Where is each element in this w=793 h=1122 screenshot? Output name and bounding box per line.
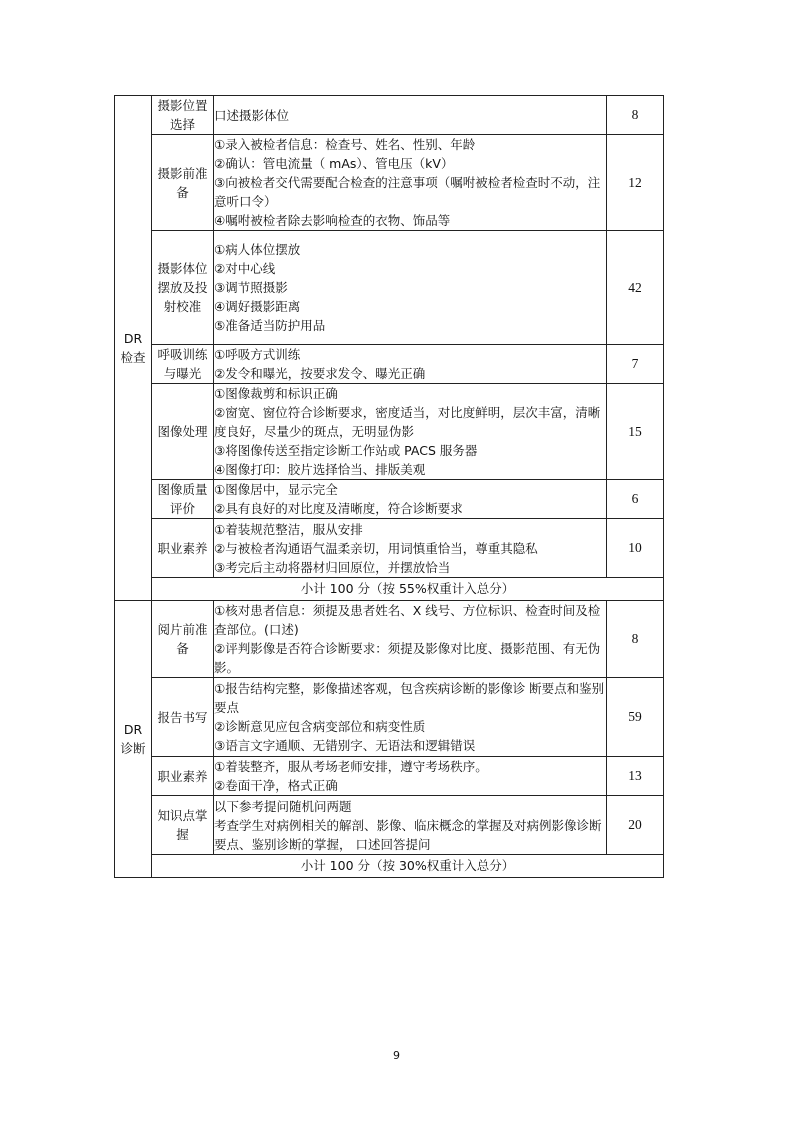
section-label — [115, 96, 152, 601]
item-name: 图像质量评价 — [152, 480, 214, 519]
criteria-line: ③将图像传送至指定诊断工作站或 PACS 服务器 — [214, 443, 478, 458]
criteria-line: ②卷面干净，格式正确 — [214, 778, 338, 793]
criteria-line: ①着装规范整洁，服从安排 — [214, 521, 363, 537]
criteria-line: ①核对患者信息：须提及患者姓名、X 线号、方位标识、检查时间及检查部位。(口述) — [214, 603, 601, 637]
table-row — [115, 384, 664, 480]
criteria-line: 考查学生对病例相关的解剖、影像、临床概念的掌握及对病例影像诊断要点、鉴别诊断的掌握， 口述回答提问 — [214, 817, 602, 852]
item-name: 摄影位置选择 — [152, 96, 214, 135]
item-points: 10 — [607, 519, 664, 578]
item-criteria — [214, 345, 607, 384]
table-row — [115, 480, 664, 519]
table-row — [115, 135, 664, 231]
item-criteria — [214, 135, 607, 231]
criteria-line: ②对中心线 — [214, 261, 276, 276]
item-points: 8 — [607, 601, 664, 678]
criteria-line: ①着装整齐，服从考场老师安排，遵守考场秩序。 — [214, 759, 488, 774]
item-name: 职业素养 — [152, 757, 214, 796]
criteria-line: ⑤准备适当防护用品 — [214, 318, 326, 333]
item-name: 知识点掌握 — [152, 796, 214, 855]
table-row — [115, 519, 664, 578]
subtotal-text: 小计 100 分（按 30%权重计入总分） — [152, 855, 664, 878]
criteria-line: 以下参考提问随机问两题 — [214, 798, 352, 814]
item-criteria — [214, 519, 607, 578]
section-label-line2: 检查 — [120, 350, 146, 365]
criteria-line: ②窗宽、窗位符合诊断要求，密度适当，对比度鲜明，层次丰富，清晰度良好，尽量少的斑点，无明显伪影 — [214, 405, 601, 439]
item-criteria — [214, 384, 607, 480]
table-row — [115, 231, 664, 345]
criteria-line: ④图像打印：胶片选择恰当、排版美观 — [214, 462, 426, 477]
item-criteria — [214, 480, 607, 519]
criteria-line: ①图像居中，显示完全 — [214, 482, 338, 497]
criteria-line: ①报告结构完整，影像描述客观，包含疾病诊断的影像诊 断要点和鉴别要点 — [214, 681, 605, 715]
item-criteria — [214, 96, 607, 135]
criteria-line: ③调节照摄影 — [214, 280, 288, 295]
item-points: 42 — [607, 231, 664, 345]
criteria-line: ②诊断意见应包含病变部位和病变性质 — [214, 719, 426, 734]
item-criteria — [214, 231, 607, 345]
item-points: 6 — [607, 480, 664, 519]
item-criteria — [214, 678, 607, 757]
criteria-line: ③向被检者交代需要配合检查的注意事项（嘱咐被检者检查时不动，注意听口令） — [214, 175, 601, 209]
criteria-line: ②具有良好的对比度及清晰度，符合诊断要求 — [214, 501, 463, 516]
item-name: 阅片前准备 — [152, 601, 214, 678]
section-label — [115, 601, 152, 878]
table-row — [115, 345, 664, 384]
item-name: 图像处理 — [152, 384, 214, 480]
scoring-table — [114, 95, 664, 878]
item-points: 20 — [607, 796, 664, 855]
criteria-line: ②评判影像是否符合诊断要求：须提及影像对比度、摄影范围、有无伪影。 — [214, 641, 601, 675]
criteria-line: ①录入被检者信息：检查号、姓名、性别、年龄 — [214, 137, 476, 152]
item-points: 59 — [607, 678, 664, 757]
section-label-line2: 诊断 — [120, 741, 146, 756]
item-points: 15 — [607, 384, 664, 480]
subtotal-row — [115, 855, 664, 878]
table-row — [115, 96, 664, 135]
table-row — [115, 757, 664, 796]
table-row — [115, 601, 664, 678]
criteria-line: ①病人体位摆放 — [214, 242, 301, 257]
subtotal-row — [115, 578, 664, 601]
criteria-line: ④调好摄影距离 — [214, 299, 301, 314]
item-name: 呼吸训练与曝光 — [152, 345, 214, 384]
table-row — [115, 796, 664, 855]
item-points: 12 — [607, 135, 664, 231]
criteria-line: ②与被检者沟通语气温柔亲切，用词慎重恰当，尊重其隐私 — [214, 540, 538, 556]
criteria-line: ①图像裁剪和标识正确 — [214, 386, 338, 401]
subtotal-text: 小计 100 分（按 55%权重计入总分） — [152, 578, 664, 601]
page-number: 9 — [393, 1049, 400, 1062]
criteria-line: 口述摄影体位 — [214, 107, 290, 123]
item-criteria — [214, 601, 607, 678]
item-criteria — [214, 757, 607, 796]
criteria-line: ③语言文字通顺、无错别字、无语法和逻辑错误 — [214, 738, 476, 753]
item-name: 摄影前准备 — [152, 135, 214, 231]
item-name: 报告书写 — [152, 678, 214, 757]
section-label-line1: DR — [123, 722, 143, 737]
criteria-line: ①呼吸方式训练 — [214, 347, 301, 362]
item-name: 摄影体位摆放及投射校准 — [152, 231, 214, 345]
item-name: 职业素养 — [152, 519, 214, 578]
criteria-line: ③考完后主动将器材归回原位，并摆放恰当 — [214, 559, 451, 575]
item-criteria — [214, 796, 607, 855]
criteria-line: ②确认：管电流量（ mAs）、管电压（kV） — [214, 156, 454, 171]
criteria-line: ②发令和曝光，按要求发令、曝光正确 — [214, 366, 426, 381]
criteria-line: ④嘱咐被检者除去影响检查的衣物、饰品等 — [214, 213, 451, 228]
section-label-line1: DR — [123, 331, 143, 346]
table-row — [115, 678, 664, 757]
item-points: 8 — [607, 96, 664, 135]
item-points: 7 — [607, 345, 664, 384]
item-points: 13 — [607, 757, 664, 796]
